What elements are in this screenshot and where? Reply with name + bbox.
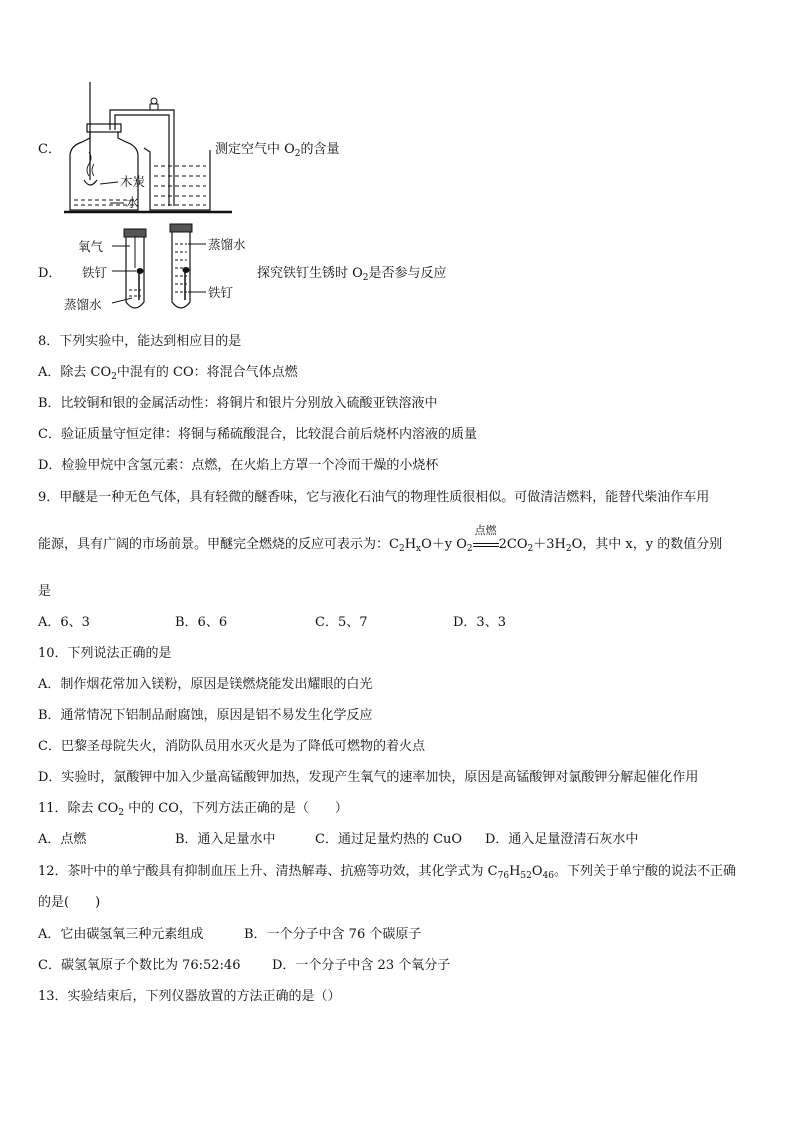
q9-stem-line2: 能源，具有广阔的市场前景。甲醚完全燃烧的反应可表示为：$C_2H_xO+y$ $O_2$ 点燃 $2CO_2+3H_2O$，其中 x，y 的数值分别 — [38, 524, 723, 554]
q11-stem: 11．除去 $CO_2$ 中的 CO，下列方法正确的是（ ） — [38, 801, 348, 818]
q9-stem-line1: 9．甲醚是一种无色气体，具有轻微的醚香味，它与液化石油气的物理性质很相似。可做清洁燃料，能替代柴油作车用 — [38, 490, 710, 505]
q13-stem: 13．实验结束后，下列仪器放置的方法正确的是（） — [38, 989, 341, 1004]
option-d-letter: D． — [38, 266, 62, 281]
q12-option-b: B．一个分子中含 76 个碳原子 — [244, 927, 422, 942]
q12-stem-line2: 的是( ) — [38, 895, 101, 910]
q9-option-a: A．6、3 — [38, 615, 90, 630]
q8-option-d: D．检验甲烷中含氢元素：点燃，在火焰上方罩一个冷而干燥的小烧杯 — [38, 458, 439, 473]
q12-option-c: C．碳氢氧原子个数比为 76:52:46 — [38, 958, 241, 973]
q10-stem: 10．下列说法正确的是 — [38, 646, 172, 661]
q11-option-c: C．通过足量灼热的 CuO — [315, 832, 463, 847]
q8-option-a: A．除去 $CO_2$中混有的 CO：将混合气体点燃 — [38, 365, 298, 382]
q11-option-a: A．点燃 — [38, 832, 87, 847]
option-d-description: 探究铁钉生锈时 $O_2$是否参与反应 — [257, 266, 447, 283]
q9-option-b: B．6、6 — [175, 615, 228, 630]
q10-option-d: D．实验时，氯酸钾中加入少量高锰酸钾加热，发现产生氧气的速率加快，原因是高锰酸钾对氯酸钾分解起催化作用 — [38, 770, 699, 785]
q9-option-c: C．5、7 — [315, 615, 368, 630]
q10-option-c: C．巴黎圣母院失火，消防队员用水灭火是为了降低可燃物的着火点 — [38, 739, 425, 754]
q12-option-d: D．一个分子中含 23 个氧分子 — [272, 958, 451, 973]
q9-stem-line3: 是 — [38, 584, 52, 599]
label-distilled-water-right: 蒸馏水 — [208, 237, 246, 252]
option-c-letter: C． — [38, 142, 61, 157]
label-oxygen: 氧气 — [78, 239, 104, 254]
q8-option-b: B．比较铜和银的金属活动性：将铜片和银片分别放入硫酸亚铁溶液中 — [38, 396, 438, 411]
q8-stem: 8．下列实验中，能达到相应目的是 — [38, 334, 242, 349]
q11-option-b: B．通入足量水中 — [175, 832, 276, 847]
reaction-condition: 点燃 — [473, 537, 499, 553]
label-nail-right: 铁钉 — [208, 285, 234, 300]
option-c-description: 测定空气中 $O_2$的含量 — [215, 142, 340, 159]
q10-option-b: B．通常情况下铝制品耐腐蚀，原因是铝不易发生化学反应 — [38, 708, 373, 723]
q11-option-d: D．通入足量澄清石灰水中 — [485, 832, 639, 847]
label-nail-left: 铁钉 — [82, 265, 108, 280]
q12-stem-line1: 12．茶叶中的单宁酸具有抑制血压上升、清热解毒、抗癌等功效，其化学式为 $C_{76}H_{52}O_{46}$。下列关于单宁酸的说法不正确 — [38, 864, 737, 881]
q8-option-c: C．验证质量守恒定律：将铜与稀硫酸混合，比较混合前后烧杯内溶液的质量 — [38, 427, 477, 442]
q12-option-a: A．它由碳氢氧三种元素组成 — [38, 927, 204, 942]
q9-option-d: D．3、3 — [453, 615, 506, 630]
label-charcoal: 木炭 — [120, 174, 146, 189]
q10-option-a: A．制作烟花常加入镁粉，原因是镁燃烧能发出耀眼的白光 — [38, 677, 373, 692]
label-distilled-water-left: 蒸馏水 — [64, 297, 102, 312]
label-water: 水 — [126, 195, 139, 210]
